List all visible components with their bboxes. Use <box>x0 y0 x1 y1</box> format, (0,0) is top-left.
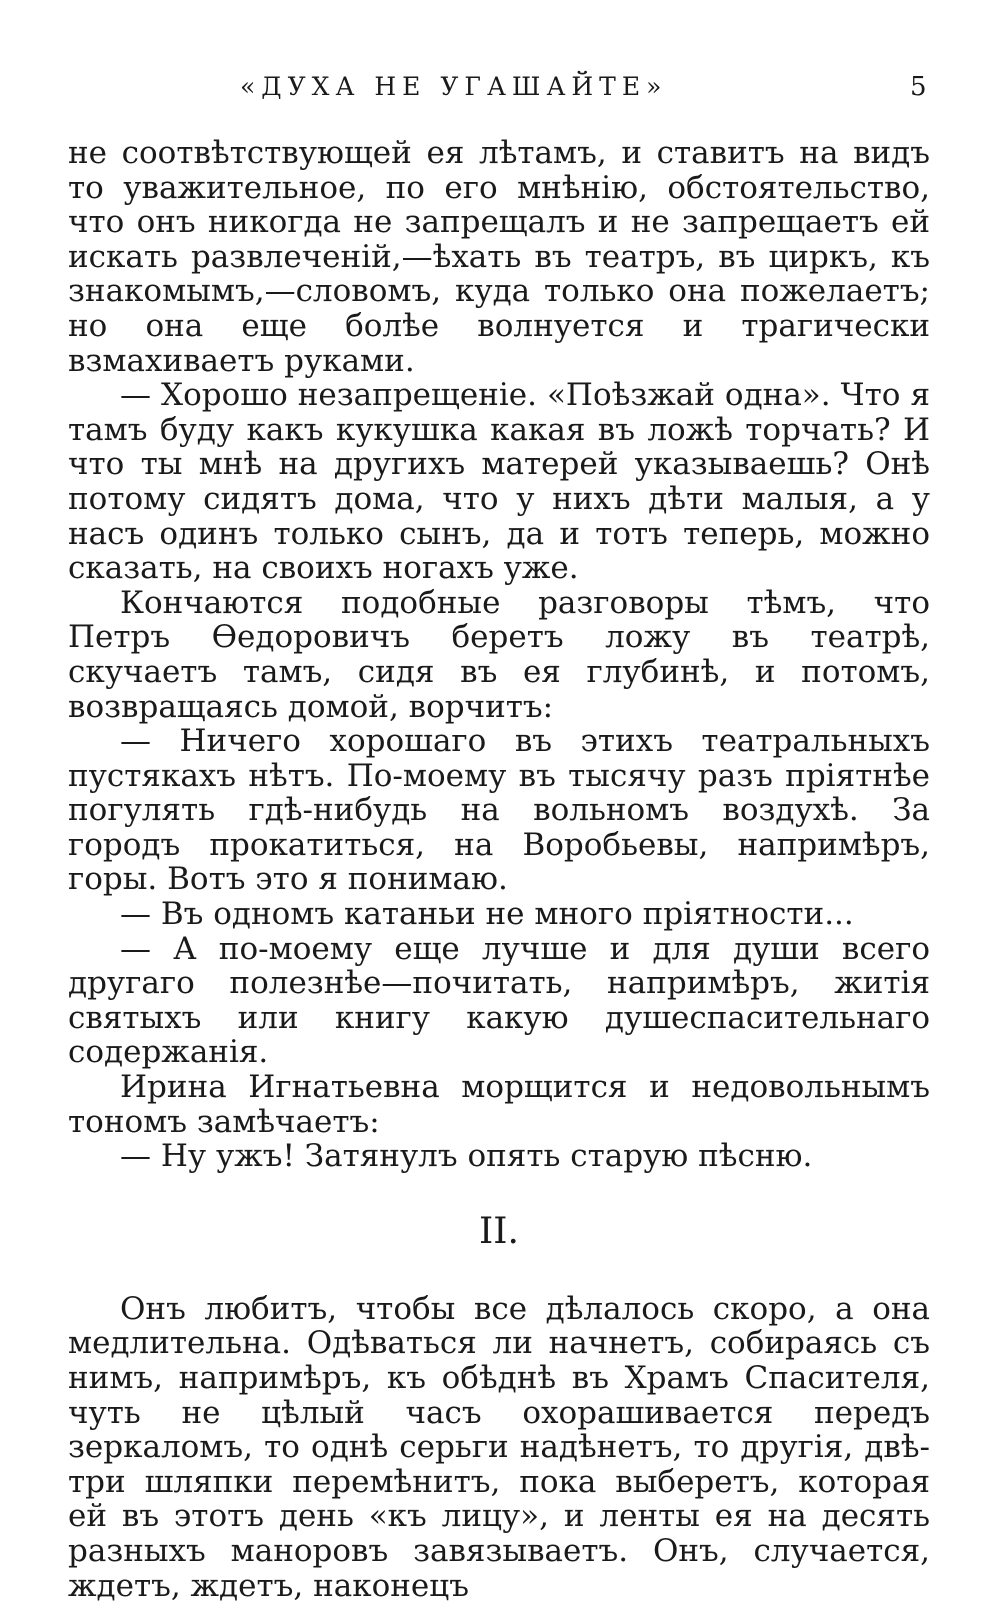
paragraph-1: не соотвѣтствующей ея лѣтамъ, и ставитъ на видъ то уважительное, по его мнѣнію, обстоятельство, что онъ никогда не запрещалъ и не запрещаетъ ей искать развлеченій,—ѣхать въ театръ, въ циркъ, къ знакомымъ,—словомъ, куда только она пожелаетъ; но она еще болѣе волнуется и трагически взмахиваетъ руками. <box>68 135 930 379</box>
paragraph-2: — Хорошо незапрещеніе. «Поѣзжай одна». Что я тамъ буду какъ кукушка какая въ ложѣ торчать? И что ты мнѣ на другихъ матерей указываешь? Онѣ потому сидятъ дома, что у нихъ дѣти малыя, а у насъ одинъ только сынъ, да и тотъ теперь, можно сказать, на своихъ ногахъ уже. <box>68 377 930 587</box>
paragraph-8: — Ну ужъ! Затянулъ опять старую пѣсню. <box>120 1138 813 1175</box>
section-heading: II. <box>479 1210 519 1252</box>
paragraph-9: Онъ любитъ, чтобы все дѣлалось скоро, а она медлительна. Одѣваться ли начнетъ, собираясь съ нимъ, напримѣръ, къ обѣднѣ въ Храмъ Спасителя, чуть не цѣлый часъ охорашивается передъ зеркаломъ, то однѣ серьги надѣнетъ, то другія, двѣ-три шляпки перемѣнитъ, пока выберетъ, которая ей въ этотъ день «къ лицу», и ленты ея на десять разныхъ маноровъ завязываетъ. Онъ, случается, ждетъ, ждетъ, наконецъ <box>68 1290 930 1604</box>
page-number: 5 <box>910 72 927 102</box>
paragraph-6: — А по-моему еще лучше и для души всего другаго полезнѣе—почитать, напримѣръ, житія святыхъ или книгу какую душеспасительнаго содержанія. <box>68 930 930 1071</box>
running-head <box>0 72 1000 112</box>
body-text <box>68 136 930 1603</box>
paragraph-7: Ирина Игнатьевна морщится и недовольнымъ тономъ замѣчаетъ: <box>68 1069 930 1140</box>
running-head-title: «ДУХА НЕ УГАШАЙТЕ» <box>240 72 668 101</box>
paragraph-4: — Ничего хорошаго въ этихъ театральныхъ пустякахъ нѣтъ. По-моему въ тысячу разъ пріятнѣе погулять гдѣ-нибудь на вольномъ воздухѣ. За городъ прокатиться, на Воробьевы, напримѣръ, горы. Вотъ это я понимаю. <box>68 723 930 898</box>
paragraph-5: — Въ одномъ катаньи не много пріятности... <box>120 896 854 933</box>
paragraph-3: Кончаются подобные разговоры тѣмъ, что Петръ Ѳедоровичъ беретъ ложу въ театрѣ, скучаетъ тамъ, сидя въ ея глубинѣ, и потомъ, возвращаясь домой, ворчитъ: <box>68 584 930 725</box>
